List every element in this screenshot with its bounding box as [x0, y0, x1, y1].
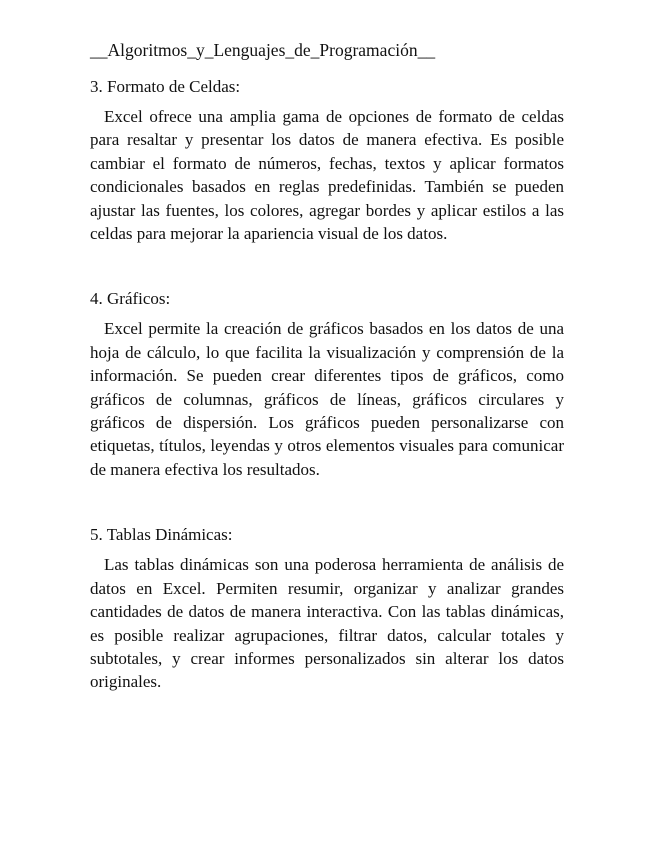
- section-formato-de-celdas: [90, 75, 564, 245]
- section-title: 3. Formato de Celdas:: [90, 77, 241, 96]
- section-title: 4. Gráficos:: [90, 289, 171, 309]
- page-header: __Algoritmos_y_Lenguajes_de_Programación__: [90, 40, 436, 60]
- section-title: 5. Tablas Dinámicas:: [90, 525, 233, 545]
- section-spacer: [90, 245, 564, 287]
- section-graficos: [90, 287, 564, 481]
- section-spacer: [90, 481, 564, 523]
- document-page: [90, 38, 564, 694]
- section-tablas-dinamicas: [90, 523, 564, 693]
- section-paragraph: Excel permite la creación de gráficos basados en los datos de una hoja de cálculo, lo que facilita la visualización y comprensión de la información. Se pueden crear diferentes tipos de gráficos, como gráficos de columnas, gráficos de líneas, gráficos circulares y gráficos de dispersión. Los gráficos pueden personalizarse con etiquetas, títulos, leyendas y otros elementos visuales para comunicar de manera efectiva los resultados.: [90, 319, 564, 479]
- section-paragraph: Las tablas dinámicas son una poderosa herramienta de análisis de datos en Excel. Permiten resumir, organizar y analizar grandes cantidades de datos de manera interactiva. Con las tablas dinámicas, es posible realizar agrupaciones, filtrar datos, calcular totales y subtotales, y crear informes personalizados sin alterar los datos originales.: [90, 555, 564, 692]
- section-paragraph: Excel ofrece una amplia gama de opciones de formato de celdas para resaltar y presentar los datos de manera efectiva. Es posible cambiar el formato de números, fechas, textos y aplicar formatos condicionales basados en reglas predefinidas. También se pueden ajustar las fuentes, los colores, agregar bordes y aplicar estilos a las celdas para mejorar la apariencia visual de los datos.: [90, 107, 564, 244]
